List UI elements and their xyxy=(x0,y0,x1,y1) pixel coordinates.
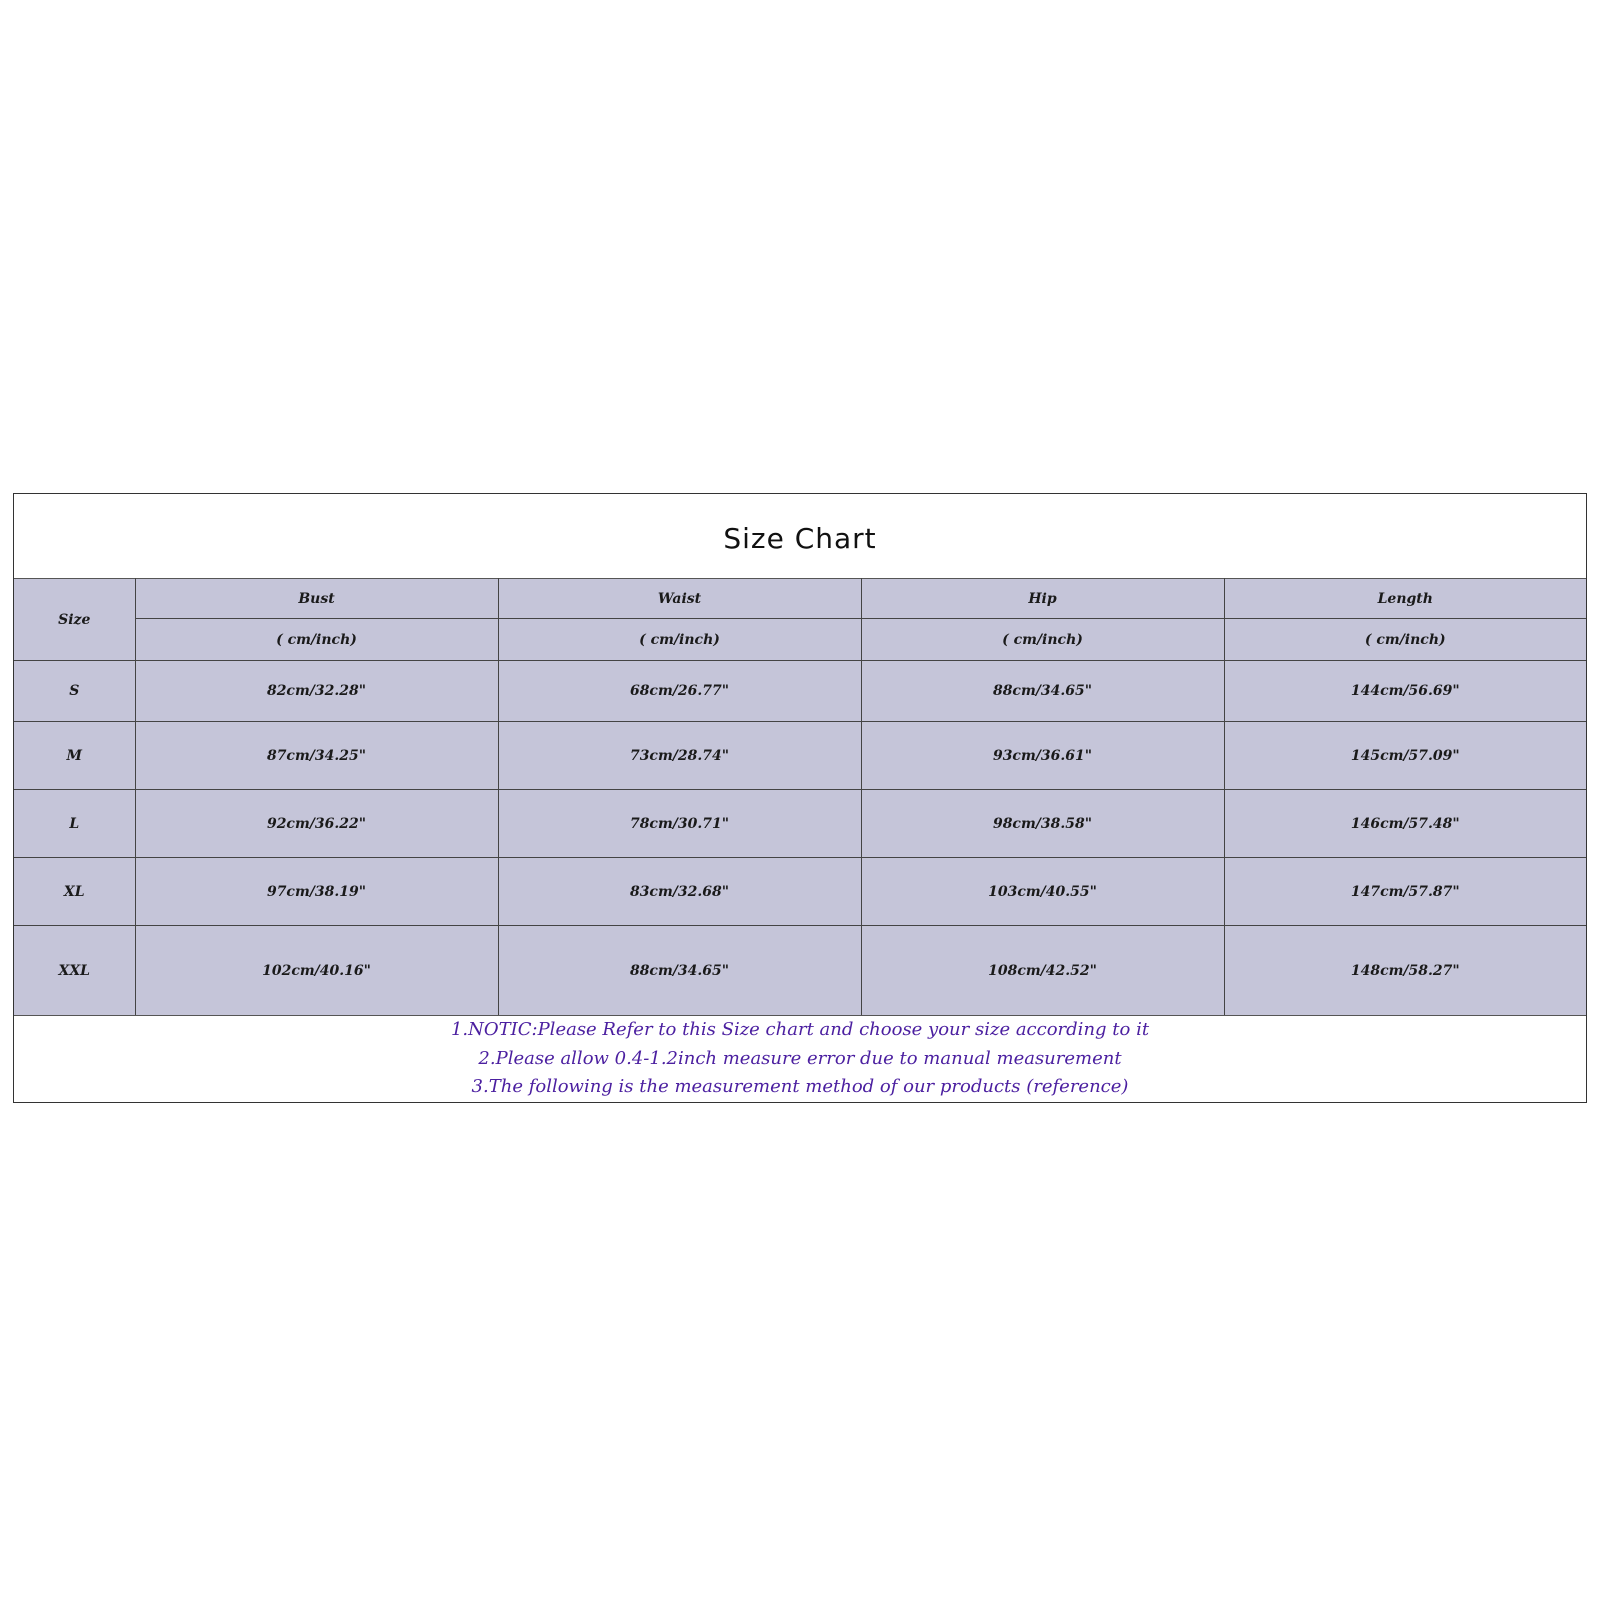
length-value: 148cm/58.27" xyxy=(1224,926,1586,1016)
hip-value: 103cm/40.55" xyxy=(861,858,1224,926)
bust-value: 92cm/36.22" xyxy=(135,790,498,858)
chart-title: Size Chart xyxy=(723,522,877,555)
table-row xyxy=(14,926,1586,1016)
notes-section xyxy=(14,1015,1586,1102)
bust-value: 102cm/40.16" xyxy=(135,926,498,1016)
size-label: M xyxy=(14,722,135,790)
hip-value: 93cm/36.61" xyxy=(861,722,1224,790)
size-label: L xyxy=(14,790,135,858)
bust-value: 87cm/34.25" xyxy=(135,722,498,790)
unit-label-length: ( cm/inch) xyxy=(1224,619,1586,661)
unit-label-waist: ( cm/inch) xyxy=(498,619,861,661)
column-header-hip: Hip xyxy=(861,579,1224,619)
size-label: XL xyxy=(14,858,135,926)
table-row xyxy=(14,661,1586,722)
length-value: 145cm/57.09" xyxy=(1224,722,1586,790)
unit-row xyxy=(14,619,1586,661)
table-row xyxy=(14,790,1586,858)
length-value: 144cm/56.69" xyxy=(1224,661,1586,722)
waist-value: 68cm/26.77" xyxy=(498,661,861,722)
table-row xyxy=(14,722,1586,790)
table-row xyxy=(14,858,1586,926)
column-header-length: Length xyxy=(1224,579,1586,619)
note-line: 2.Please allow 0.4-1.2inch measure error due to manual measurement xyxy=(478,1047,1122,1069)
size-table xyxy=(14,578,1586,1016)
waist-value: 73cm/28.74" xyxy=(498,722,861,790)
waist-value: 83cm/32.68" xyxy=(498,858,861,926)
column-header-waist: Waist xyxy=(498,579,861,619)
hip-value: 98cm/38.58" xyxy=(861,790,1224,858)
header-row xyxy=(14,579,1586,619)
hip-value: 108cm/42.52" xyxy=(861,926,1224,1016)
unit-label-bust: ( cm/inch) xyxy=(135,619,498,661)
note-line: 1.NOTIC:Please Refer to this Size chart and choose your size according to it xyxy=(450,1019,1150,1040)
length-value: 147cm/57.87" xyxy=(1224,858,1586,926)
column-header-bust: Bust xyxy=(135,579,498,619)
waist-value: 78cm/30.71" xyxy=(498,790,861,858)
size-label: S xyxy=(14,661,135,722)
size-chart xyxy=(13,493,1587,1103)
bust-value: 82cm/32.28" xyxy=(135,661,498,722)
waist-value: 88cm/34.65" xyxy=(498,926,861,1016)
size-label: XXL xyxy=(14,926,135,1016)
bust-value: 97cm/38.19" xyxy=(135,858,498,926)
note-line: 3.The following is the measurement method of our products (reference) xyxy=(471,1076,1129,1097)
unit-label-hip: ( cm/inch) xyxy=(861,619,1224,661)
size-header: Size xyxy=(14,579,135,661)
hip-value: 88cm/34.65" xyxy=(861,661,1224,722)
length-value: 146cm/57.48" xyxy=(1224,790,1586,858)
